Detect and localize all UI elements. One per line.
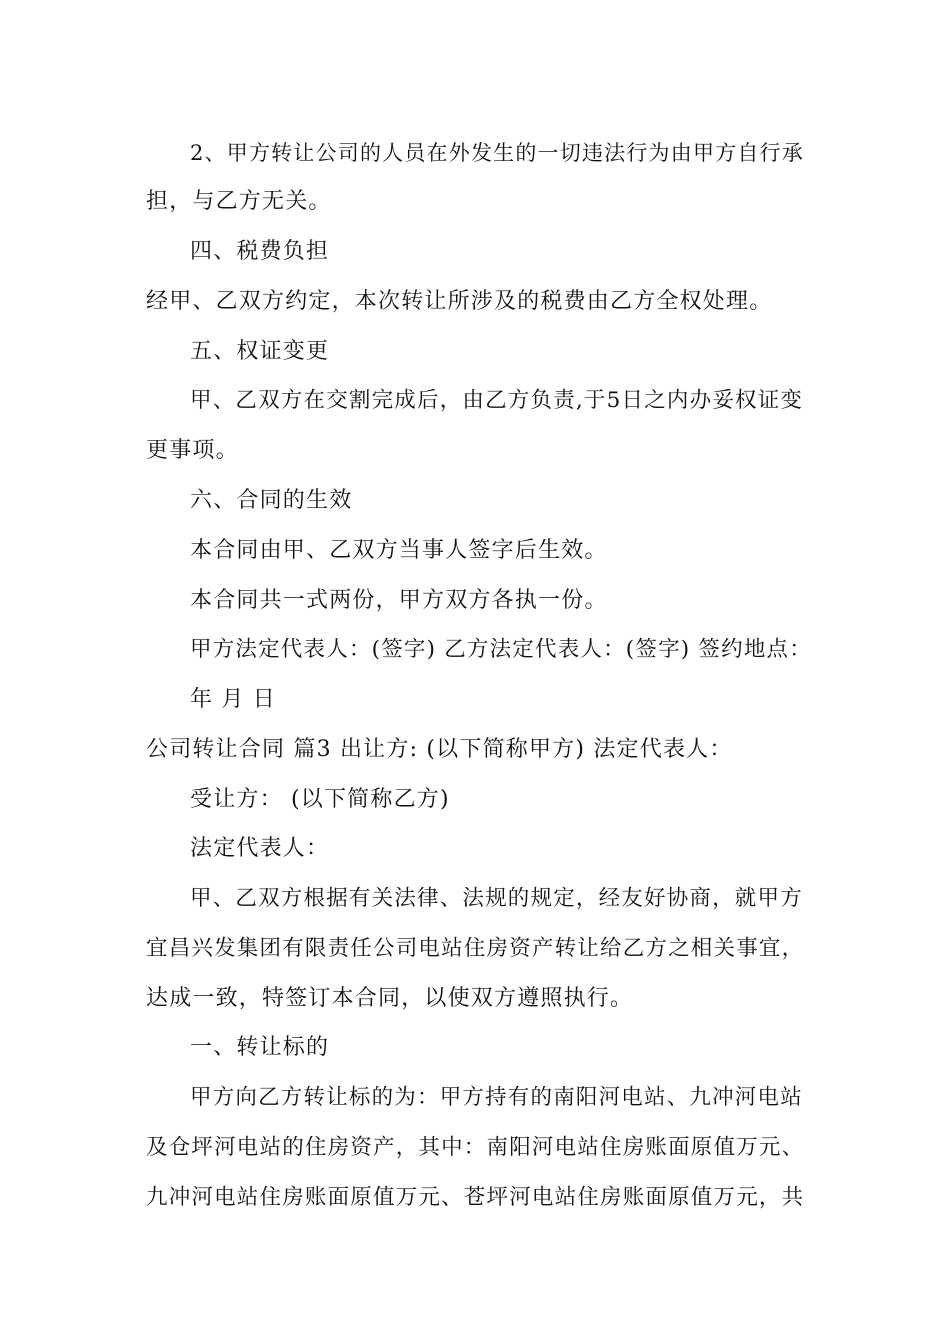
- paragraph-line: 法定代表人：: [190, 836, 330, 861]
- date-line: 年 月 日: [190, 687, 276, 712]
- paragraph-line: 甲、乙双方根据有关法律、法规的规定，经友好协商，就甲方: [190, 886, 803, 911]
- paragraph-line: 本合同由甲、乙双方当事人签字后生效。: [190, 538, 608, 563]
- paragraph-line: 更事项。: [146, 438, 239, 463]
- section-heading: 一、转让标的: [190, 1035, 330, 1060]
- section-heading: 六、合同的生效: [190, 488, 353, 513]
- paragraph-line: 宜昌兴发集团有限责任公司电站住房资产转让给乙方之相关事宜，: [146, 936, 805, 961]
- paragraph-line: 本合同共一式两份，甲方双方各执一份。: [190, 588, 608, 613]
- paragraph-line: 达成一致，特签订本合同，以使双方遵照执行。: [146, 986, 634, 1011]
- paragraph-line: 担，与乙方无关。: [146, 189, 332, 214]
- paragraph-line: 九冲河电站住房账面原值万元、苍坪河电站住房账面原值万元，共: [146, 1185, 805, 1210]
- paragraph-line: 甲方向乙方转让标的为：甲方持有的南阳河电站、九冲河电站: [190, 1085, 803, 1110]
- section-heading: 五、权证变更: [190, 339, 330, 364]
- contract-title-line: 公司转让合同 篇3 出让方: (以下简称甲方) 法定代表人：: [146, 737, 733, 762]
- paragraph-line: 甲、乙双方在交割完成后，由乙方负责,于5日之内办妥权证变: [190, 388, 804, 413]
- paragraph-line: 经甲、乙双方约定，本次转让所涉及的税费由乙方全权处理。: [146, 289, 773, 314]
- paragraph-line: 2、甲方转让公司的人员在外发生的一切违法行为由甲方自行承: [190, 141, 804, 165]
- paragraph-line: 及仓坪河电站的住房资产，其中：南阳河电站住房账面原值万元、: [146, 1135, 805, 1160]
- signature-line: 甲方法定代表人：(签字) 乙方法定代表人：(签字) 签约地点：: [190, 637, 812, 662]
- paragraph-line: 受让方： (以下简称乙方): [190, 787, 450, 812]
- section-heading: 四、税费负担: [190, 239, 330, 264]
